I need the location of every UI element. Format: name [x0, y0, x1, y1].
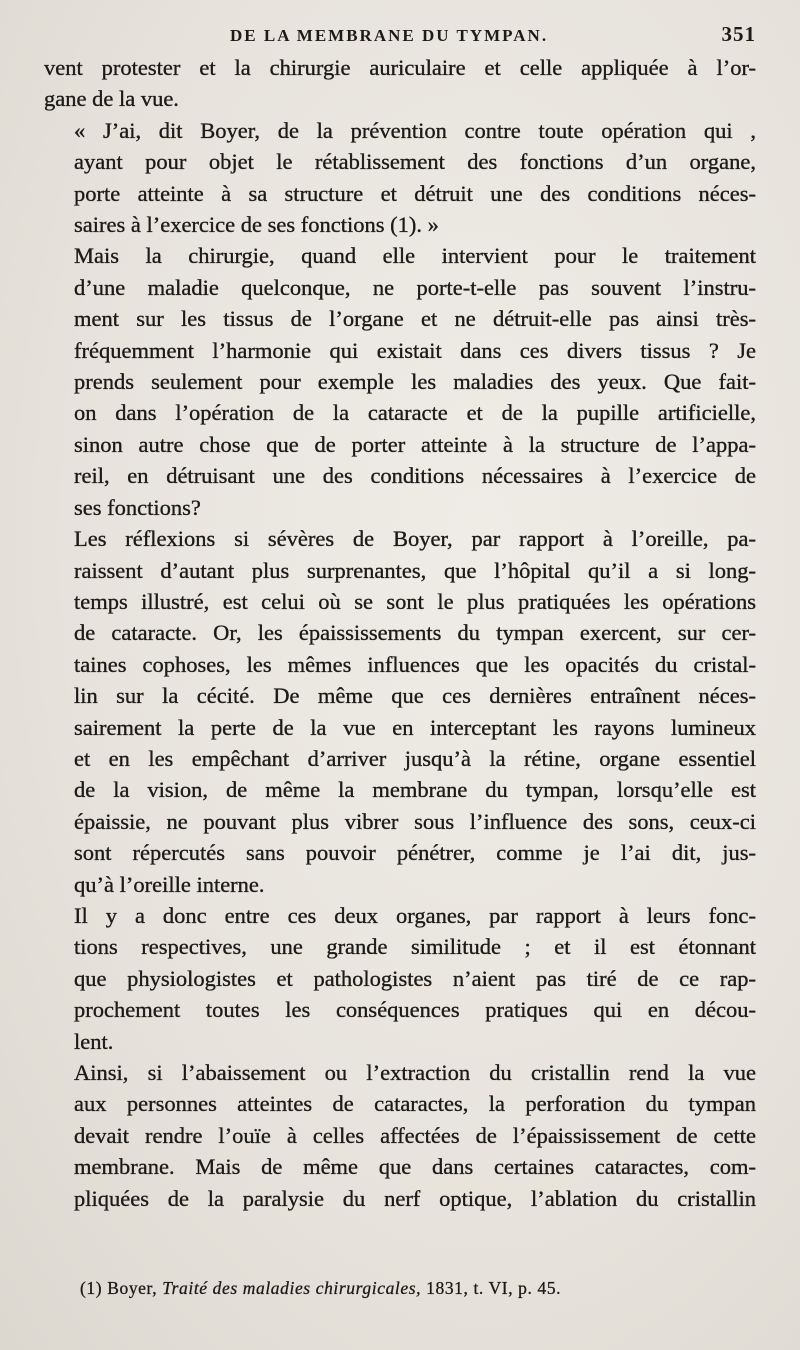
text-line: prends seulement pour exemple les maladies des yeux. Que fait-	[74, 369, 756, 395]
text-line: épaissie, ne pouvant plus vibrer sous l’influence des sons, ceux-ci	[74, 808, 756, 834]
text-line: Ainsi, si l’abaissement ou l’extraction du cristallin rend la vue	[74, 1060, 756, 1085]
text-line: porte atteinte à sa structure et détruit une des conditions néces-	[74, 180, 756, 206]
text-line: saires à l’exercice de ses fonctions (1). »	[74, 212, 439, 238]
text-line: on dans l’opération de la cataracte et de la pupille artificielle,	[74, 400, 756, 426]
body-text	[44, 52, 756, 1214]
text-line: ayant pour objet le rétablissement des fonctions d’un organe,	[74, 149, 756, 175]
text-line: ses fonctions?	[74, 494, 201, 520]
running-title: DE LA MEMBRANE DU TYMPAN.	[230, 26, 549, 45]
text-line: tions respectives, une grande similitude ; et il est étonnant	[74, 934, 756, 960]
paragraph	[44, 523, 756, 900]
text-line: prochement toutes les conséquences pratiques qui en décou-	[74, 997, 756, 1023]
footnote-details: 1831, t. VI, p. 45.	[426, 1278, 562, 1298]
text-line: ment sur les tissus de l’organe et ne détruit-elle pas ainsi très-	[74, 306, 756, 332]
paragraph	[44, 115, 756, 241]
text-line: de cataracte. Or, les épaississements du tympan exercent, sur cer-	[74, 620, 756, 646]
text-line: gane de la vue.	[44, 86, 179, 112]
text-line: et en les empêchant d’arriver jusqu’à la rétine, organe essentiel	[74, 745, 756, 771]
text-line: Mais la chirurgie, quand elle intervient pour le traitement	[74, 243, 756, 269]
text-line: taines cophoses, les mêmes influences que les opacités du cristal-	[74, 651, 756, 677]
text-line: que physiologistes et pathologistes n’aient pas tiré de ce rap-	[74, 965, 756, 991]
text-line: « J’ai, dit Boyer, de la prévention contre toute opération qui ,	[74, 117, 756, 143]
footnote-title: Traité des maladies chirurgicales,	[162, 1278, 422, 1298]
text-line: fréquemment l’harmonie qui existait dans ces divers tissus ? Je	[74, 337, 756, 363]
text-line: de la vision, de même la membrane du tympan, lorsqu’elle est	[74, 777, 756, 803]
text-line: temps illustré, est celui où se sont le plus pratiquées les opérations	[74, 588, 756, 614]
text-line: raissent d’autant plus surprenantes, que l’hôpital qu’il a si long-	[74, 557, 756, 583]
paragraph	[44, 240, 756, 523]
text-line: aux personnes atteintes de cataractes, la perforation du tympan	[74, 1091, 756, 1117]
text-line: Il y a donc entre ces deux organes, par rapport à leurs fonc-	[74, 902, 756, 928]
footnote-marker: (1)	[80, 1278, 103, 1298]
text-line: d’une maladie quelconque, ne porte-t-elle pas souvent l’instru-	[74, 274, 756, 300]
page-number: 351	[721, 22, 756, 46]
text-line: vent protester et la chirurgie auriculaire et celle appliquée à l’or-	[44, 55, 756, 80]
text-line: Les réflexions si sévères de Boyer, par rapport à l’oreille, pa-	[74, 526, 756, 552]
text-line: reil, en détruisant une des conditions nécessaires à l’exercice de	[74, 463, 756, 489]
text-line: qu’à l’oreille interne.	[74, 871, 265, 897]
text-line: lin sur la cécité. De même que ces dernières entraînent néces-	[74, 683, 756, 709]
text-line: sairement la perte de la vue en interceptant les rayons lumineux	[74, 714, 756, 740]
paragraph	[44, 52, 756, 115]
text-line: lent.	[74, 1028, 114, 1054]
text-line: pliquées de la paralysie du nerf optique, l’ablation du cristallin	[74, 1185, 756, 1211]
text-line: sont répercutés sans pouvoir pénétrer, comme je l’ai dit, jus-	[74, 840, 756, 866]
footnote-author: Boyer,	[107, 1278, 158, 1298]
text-line: sinon autre chose que de porter atteinte à la structure de l’appa-	[74, 431, 756, 457]
footnote	[80, 1278, 561, 1299]
paragraph	[44, 1057, 756, 1214]
text-line: devait rendre l’ouïe à celles affectées de l’épaississement de cette	[74, 1122, 756, 1148]
paragraph	[44, 900, 756, 1057]
running-header	[44, 22, 756, 52]
text-line: membrane. Mais de même que dans certaines cataractes, com-	[74, 1154, 756, 1180]
